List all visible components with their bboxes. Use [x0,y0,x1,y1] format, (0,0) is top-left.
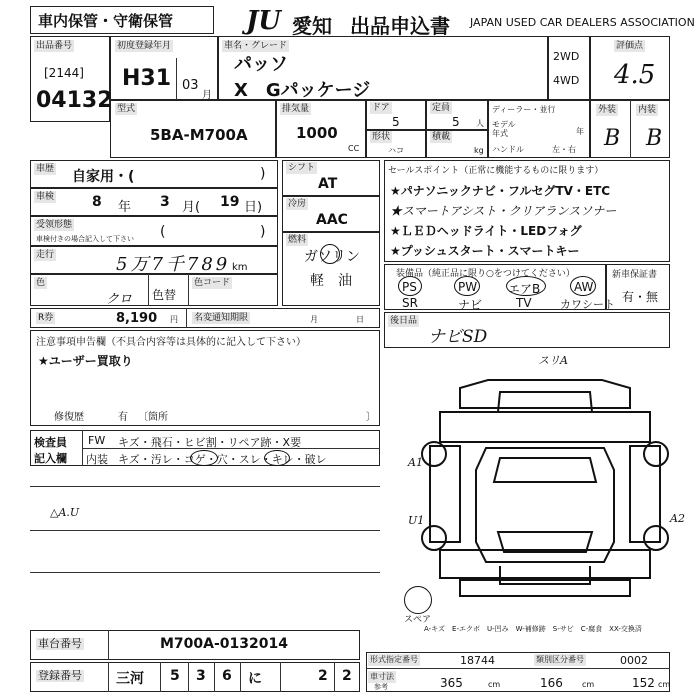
lot-number: 04132 [36,88,113,113]
equip-airbag: エアB [508,282,541,296]
diagram-note-a1: A1 [408,456,423,469]
inspector-label2: 記入欄 [34,452,67,465]
mileage-unit: km [232,262,248,273]
int-grade: B [646,126,663,151]
type-label: 形式指定番号 [370,655,418,664]
repair-history-place: 〔箇所 [138,412,168,423]
inspection-day: 19 [220,194,240,210]
repair-history-value: 有 [118,412,128,423]
drive-box [548,36,590,100]
length-value: 365 [440,676,463,690]
after-mount-label: 後日品 [390,316,418,326]
receiver-label: 受领形態 [36,220,73,230]
diagram-top-note: スリA [538,354,568,367]
fuel-label: 燃料 [288,235,307,245]
repair-history-close: 〕 [366,412,376,423]
load-unit: kg [474,146,484,155]
aircon-label: 冷房 [288,199,307,209]
model-grade: X Gパッケージ [234,80,371,101]
notice-label: 名変通知期限 [194,313,249,323]
org-name: 愛知 [292,14,332,38]
equip-sr: SR [402,296,418,310]
dealer-label: ディーラー・並行 [492,105,556,114]
fuel-gas-mark [320,244,340,264]
storage-text: 車内保管・守衛保管 [38,12,174,30]
drive-2wd: 2WD [553,50,580,63]
notice-month: 月 [310,315,318,324]
inspection-day-unit: 日) [244,200,263,215]
receiver-open: ( [160,224,166,240]
warranty-label: 新車保証書 [612,270,658,280]
dimension-sub: 参考 [374,683,388,691]
diagram-note-u1: U1 [408,514,425,527]
plate-class-2: 3 [196,668,206,684]
color-value: クロ [106,292,133,307]
spare-label: スペア [404,615,432,625]
aircon-value: AAC [316,212,348,228]
handle-label: ハンドル [492,145,524,154]
plate-kana: に [248,671,262,687]
capacity-unit: 人 [476,119,484,128]
color-label: 色 [36,278,46,288]
fw-label: FW [88,434,106,447]
history-box [30,160,278,188]
drive-4wd: 4WD [553,74,580,87]
plate-class-1: 5 [170,668,180,684]
after-mount-value: ナビSD [428,327,488,347]
color-code-label: 色コード [194,278,231,288]
load-label: 積載 [432,132,451,142]
car-damage-diagram [400,352,690,612]
ext-label: 外装 [598,105,617,115]
length-unit: cm [488,680,501,689]
shift-value: AT [318,176,338,192]
history-value: 自家用・( [72,169,135,185]
displacement-unit: CC [348,144,360,153]
doors-value: 5 [392,115,400,129]
recycle-unit: 円 [170,315,178,324]
first-reg-month: 03 [182,78,199,93]
equip-aw-mark [570,276,596,296]
height-value: 152 [632,676,655,690]
doors-label: ドア [372,103,390,113]
interior-items: キズ・汚レ・コゲ・穴・スレ・キレ・破レ [118,453,327,466]
shift-label: シフト [288,163,316,173]
interior-stain-mark [190,450,218,466]
mileage-value: 5万7千789 [116,254,231,275]
grade-score-value: 4.5 [614,60,656,90]
model-code-label: 型式 [117,104,136,114]
spare-tire [404,586,432,614]
model-name: パッソ [234,54,288,75]
sales-point-item: ★ＬＥＤヘッドライト・LEDフォグ [390,224,582,238]
equipment-label: 装備品（純正品に限り○をつけてください） [396,269,575,279]
plate-class-3: 6 [222,668,232,684]
history-label: 車歴 [36,164,55,174]
capacity-label: 定員 [432,103,451,113]
after-mount-box [384,312,670,348]
sales-point-item: ★プッシュスタート・スマートキー [390,244,580,258]
inspection-year-unit: 年 [118,200,132,215]
class-label: 類別区分番号 [536,655,584,664]
first-reg-label: 初度登録年月 [117,41,172,51]
mileage-label: 走行 [36,250,55,260]
warranty-value: 有・無 [622,290,659,304]
model-year-unit: 年 [576,127,584,136]
plate-number-1: 2 [318,668,328,684]
ext-grade: B [604,126,621,151]
chassis-number: M700A-0132014 [160,636,288,652]
displacement-label: 排気量 [282,104,310,114]
lot-bracket: [2144] [44,66,84,80]
repair-history-label: 修復歴 [54,412,84,423]
inspector-label: 検査員 [34,436,67,449]
grade-score-label: 評価点 [616,41,644,51]
sales-points-label: セールスポイント（正常に機能するものに限ります） [388,166,604,176]
history-close: ) [260,166,266,182]
notes-item: ★ユーザー買取り [38,354,133,368]
equip-ps-mark [398,276,422,296]
fuel-gas: ガソリン [304,249,360,265]
plate-number-2: 2 [342,668,352,684]
diagram-note-a2: A2 [670,512,685,525]
form-title: 出品申込書 [350,14,450,38]
equip-aw: AW [574,280,594,294]
recycle-value: 8,190 [116,311,158,326]
int-label: 内装 [638,105,657,115]
equip-pw-mark [454,276,480,296]
shape-label: 形状 [372,132,391,142]
association-name: JAPAN USED CAR DEALERS ASSOCIATION [470,16,695,29]
equip-airbag-mark [506,276,546,296]
width-value: 166 [540,676,563,690]
receiver-sub: 車検付きの場合記入して下さい [36,235,134,243]
height-unit: cm [658,680,671,689]
displacement-value: 1000 [296,124,338,142]
equip-tv: TV [516,296,532,310]
dimension-label: 車寸法 [370,672,394,681]
inspection-month: 3 [160,194,170,210]
sales-point-item: ★スマートアシスト・クリアランスソナー [390,204,617,218]
handle-opts: 左・右 [552,145,576,154]
class-value: 0002 [620,654,648,667]
repaint-label: 色替 [152,288,177,302]
receiver-close: ) [260,224,266,240]
plate-area: 三河 [116,671,144,687]
plate-label: 登録番号 [38,669,82,682]
type-value: 18744 [460,654,495,667]
interior-label: 内装 [86,453,108,466]
notice-day: 日 [356,315,364,324]
inspection-year: 8 [92,194,102,210]
sales-point-item: ★パナソニックナビ・フルセグTV・ETC [390,184,611,198]
shape-value: ハコ [388,146,404,155]
inspection-month-unit: 月( [182,200,201,215]
model-code-value: 5BA-M700A [150,126,248,144]
lot-label: 出品番号 [36,41,73,51]
width-unit: cm [582,680,595,689]
equip-ps: PS [402,280,417,294]
model-year-label: モデル年式 [492,120,516,138]
capacity-value: 5 [452,115,460,129]
equip-navi: ナビ [458,298,483,312]
fw-items: キズ・飛石・ヒビ割・リペア跡・X要 [118,436,302,449]
first-reg-year: H31 [122,66,172,91]
equip-pw: PW [458,280,478,294]
fuel-light: 軽 油 [310,273,352,289]
equip-leather: カワシート [560,298,615,311]
inspection-box [30,188,278,216]
ju-logo: JU [246,6,281,36]
inspection-label: 車検 [36,192,55,202]
chassis-label: 車台番号 [38,637,82,650]
first-reg-month-unit: 月 [202,90,212,101]
interior-scuff-mark [264,450,290,466]
notes-label: 注意事項申告欄（不具合内容等は具体的に記入して下さい） [36,337,306,348]
recycle-label: R券 [38,313,54,323]
inspector-handwritten: △A.U [50,506,80,519]
model-name-label: 車名・グレード [224,41,288,51]
damage-legend: A-キズ E-エクボ U-凹み W-補修跡 S-サビ C-腐食 XX-交換済 [424,625,642,633]
